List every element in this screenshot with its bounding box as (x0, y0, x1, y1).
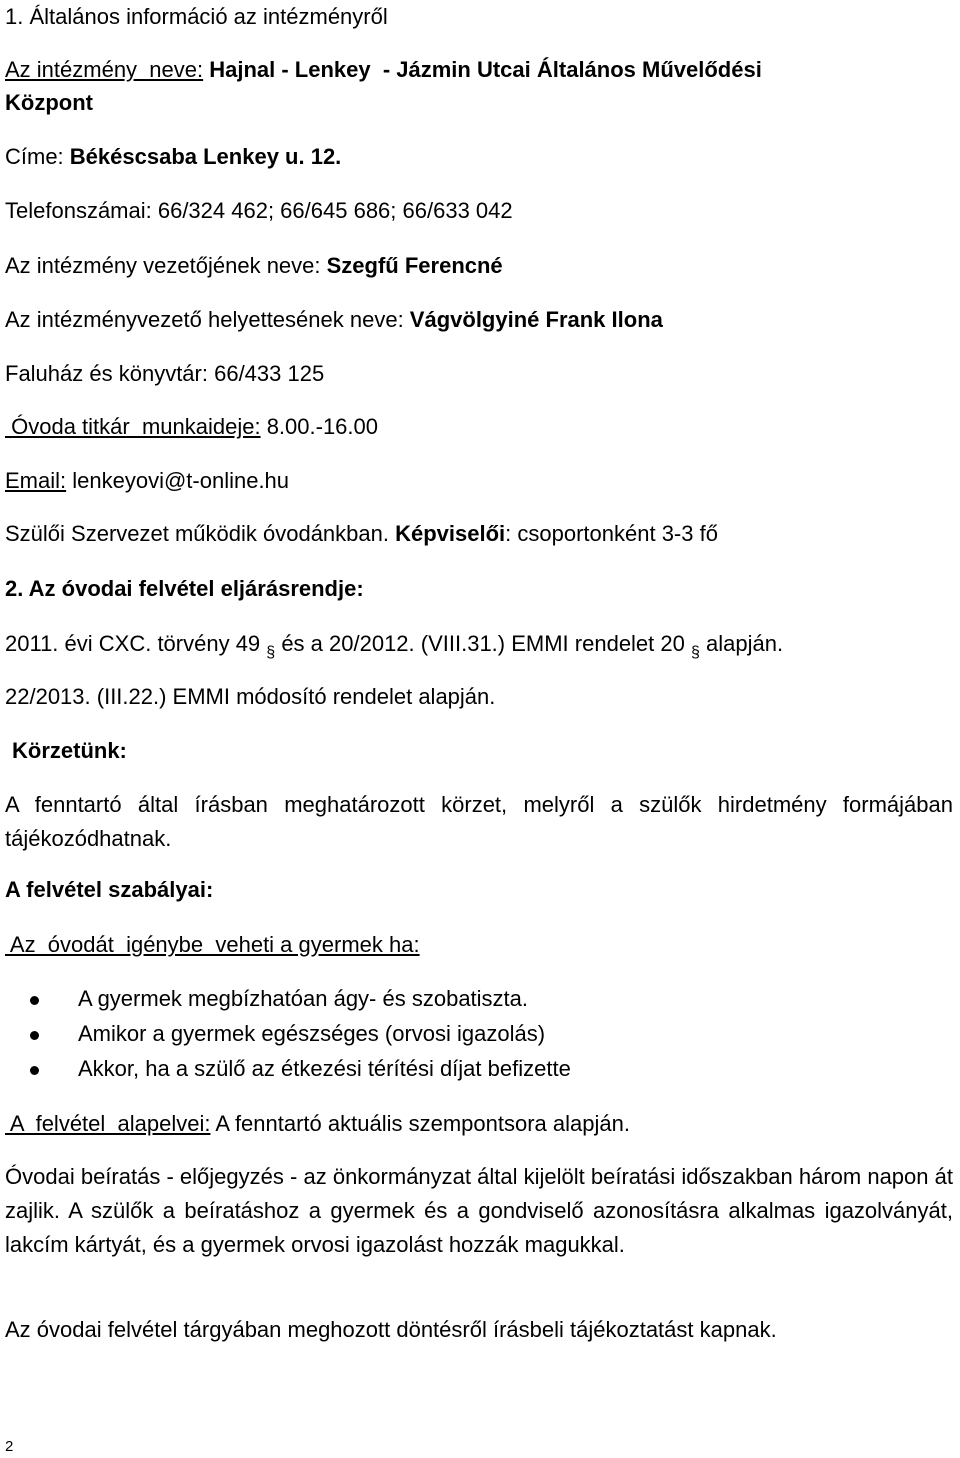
parents-bold: Képviselői (395, 521, 506, 546)
leader-row (5, 253, 503, 279)
institution-name-value-cont: Központ (5, 90, 93, 115)
principles-row (5, 1111, 630, 1137)
eligibility-item: Amikor a gyermek egészséges (orvosi igazolás) (78, 1021, 546, 1046)
institution-name-label: Az intézmény neve: (5, 57, 204, 82)
parents-text-2: : csoportonként 3-3 fő (505, 521, 718, 546)
bullet-3 (30, 1066, 39, 1075)
deputy-value: Vágvölgyiné Frank Ilona (409, 307, 663, 332)
section-sign: § (266, 644, 276, 661)
law-text-3: alapján. (699, 631, 784, 656)
page-number: 2 (5, 1438, 14, 1455)
deputy-label: Az intézményvezető helyettesének neve: (5, 307, 410, 332)
law-row (5, 631, 783, 660)
decision-row: Az óvodai felvétel tárgyában meghozott döntésről írásbeli tájékoztatást kapnak. (5, 1317, 777, 1342)
email-label: Email: (5, 468, 67, 493)
enrollment-text: Óvodai beíratás - előjegyzés - az önkormányzat által kijelölt beíratási időszakban három napon át zajlik. A szülők a beíratáshoz a gyermek és a gondviselő azonosításra alkalmas igazolványát, lakcím kártyát, és a gyermek orvosi igazolást hozzák magukkal. (5, 1164, 953, 1257)
principles-value: A fenntartó aktuális szempontsora alapján. (210, 1111, 630, 1136)
address-value: Békéscsaba Lenkey u. 12. (69, 144, 342, 169)
law2-row: 22/2013. (III.22.) EMMI módosító rendelet alapján. (5, 684, 496, 709)
parents-text: Szülői Szervezet működik óvodánkban. (5, 521, 396, 546)
principles-label: A felvétel alapelvei: (5, 1111, 211, 1136)
email-value: lenkeyovi@t-online.hu (66, 468, 290, 493)
leader-label: Az intézmény vezetőjének neve: (5, 253, 327, 278)
phones-row: Telefonszámai: 66/324 462; 66/645 686; 66/633 042 (5, 198, 513, 223)
library-row: Faluház és könyvtár: 66/433 125 (5, 361, 325, 386)
address-label: Címe: (5, 144, 70, 169)
parents-row (5, 521, 718, 547)
hours-value: 8.00.-16.00 (260, 414, 379, 439)
deputy-row (5, 307, 663, 333)
eligibility-item: A gyermek megbízhatóan ágy- és szobatiszta. (78, 986, 529, 1011)
section-2-heading: 2. Az óvodai felvétel eljárásrendje: (5, 576, 364, 601)
institution-name-row (5, 57, 762, 83)
eligibility-item: Akkor, ha a szülő az étkezési térítési díjat befizette (78, 1056, 571, 1081)
email-row (5, 468, 289, 494)
eligibility-heading: Az óvodát igénybe veheti a gyermek ha: (5, 932, 420, 957)
district-text: A fenntartó által írásban meghatározott körzet, melyről a szülők hirdetmény formájában tájékozódhatnak. (5, 792, 953, 851)
address-row (5, 144, 341, 170)
bullet-1 (30, 996, 39, 1005)
hours-row (5, 414, 378, 440)
section-1-heading: 1. Általános információ az intézményről (5, 4, 388, 29)
law-text-1: 2011. évi CXC. törvény 49 (5, 631, 267, 656)
institution-name-value: Hajnal - Lenkey - Jázmin Utcai Általános Művelődési (203, 57, 762, 82)
rules-heading: A felvétel szabályai: (5, 877, 214, 902)
bullet-2 (30, 1031, 39, 1040)
district-heading: Körzetünk: (12, 738, 127, 763)
hours-label: Óvoda titkár munkaideje: (5, 414, 261, 439)
section-sign-2: § (690, 644, 700, 661)
law-text-2: és a 20/2012. (VIII.31.) EMMI rendelet 20 (275, 631, 691, 656)
leader-value: Szegfű Ferencné (326, 253, 503, 278)
